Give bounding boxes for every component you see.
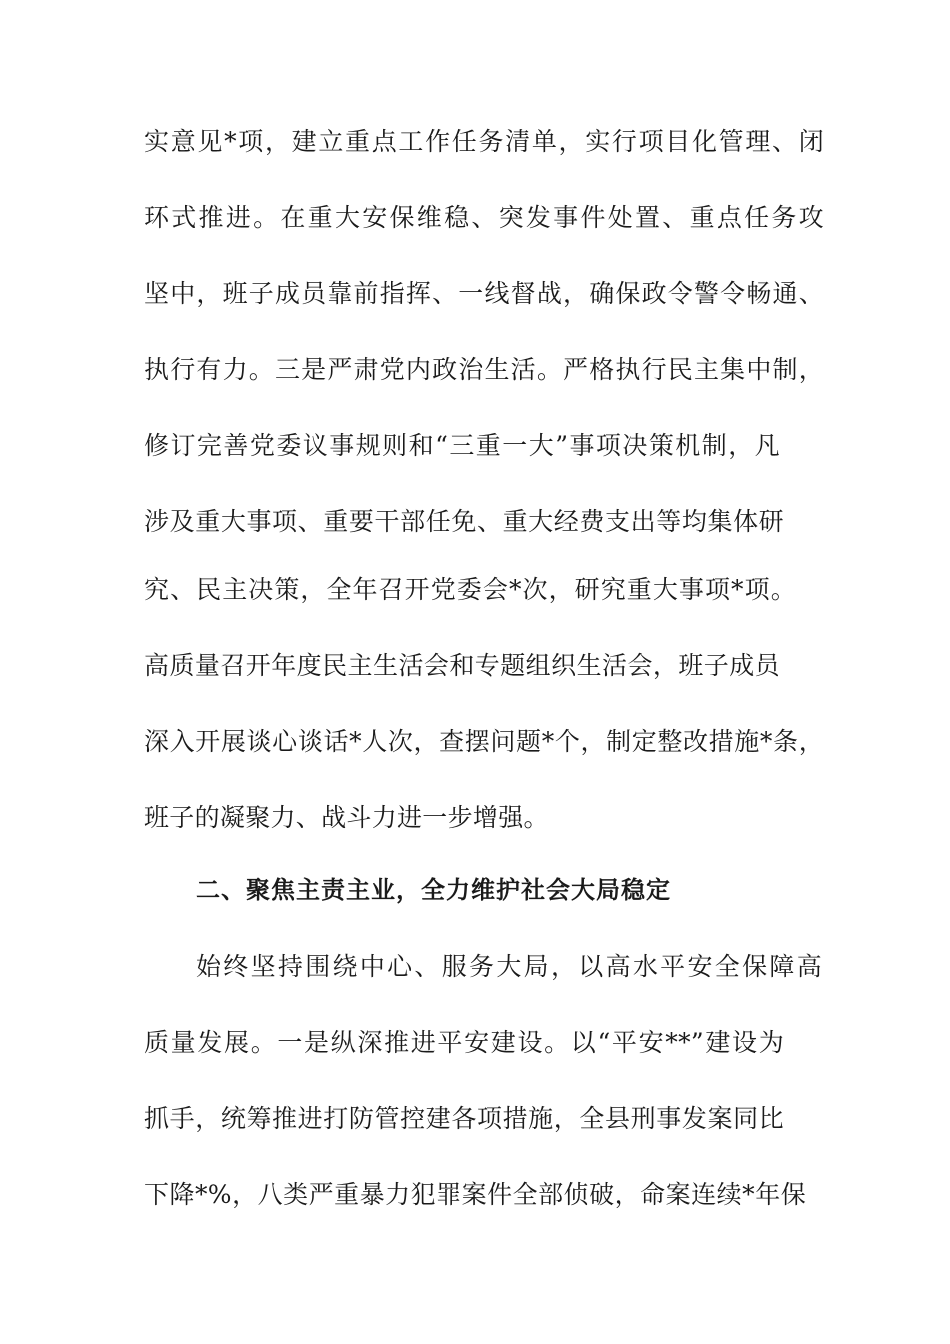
paragraph-line: 质量发展。一是纵深推进平安建设。以“平安**”建设为	[144, 1028, 784, 1057]
paragraph-line: 修订完善党委议事规则和“三重一大”事项决策机制，凡	[144, 431, 780, 460]
paragraph-line: 深入开展谈心谈话*人次，查摆问题*个，制定整改措施*条，	[144, 727, 824, 756]
paragraph-line: 下降*%，八类严重暴力犯罪案件全部侦破，命案连续*年保	[144, 1180, 806, 1209]
paragraph-line: 究、民主决策，全年召开党委会*次，研究重大事项*项。	[144, 575, 796, 604]
paragraph-line-indented: 始终坚持围绕中心、服务大局，以高水平安全保障高	[196, 952, 822, 981]
paragraph-line: 抓手，统筹推进打防管控建各项措施，全县刑事发案同比	[144, 1104, 784, 1133]
paragraph-line: 高质量召开年度民主生活会和专题组织生活会，班子成员	[144, 651, 780, 680]
paragraph-line: 环式推进。在重大安保维稳、突发事件处置、重点任务攻	[144, 203, 824, 232]
paragraph-line-last: 班子的凝聚力、战斗力进一步增强。	[144, 803, 549, 832]
paragraph-line: 涉及重大事项、重要干部任免、重大经费支出等均集体研	[144, 507, 784, 536]
paragraph-line: 执行有力。三是严肃党内政治生活。严格执行民主集中制，	[144, 355, 824, 384]
section-heading: 二、聚焦主责主业，全力维护社会大局稳定	[196, 876, 671, 904]
paragraph-line: 实意见*项，建立重点工作任务清单，实行项目化管理、闭	[144, 127, 824, 156]
paragraph-line: 坚中，班子成员靠前指挥、一线督战，确保政令警令畅通、	[144, 279, 824, 308]
